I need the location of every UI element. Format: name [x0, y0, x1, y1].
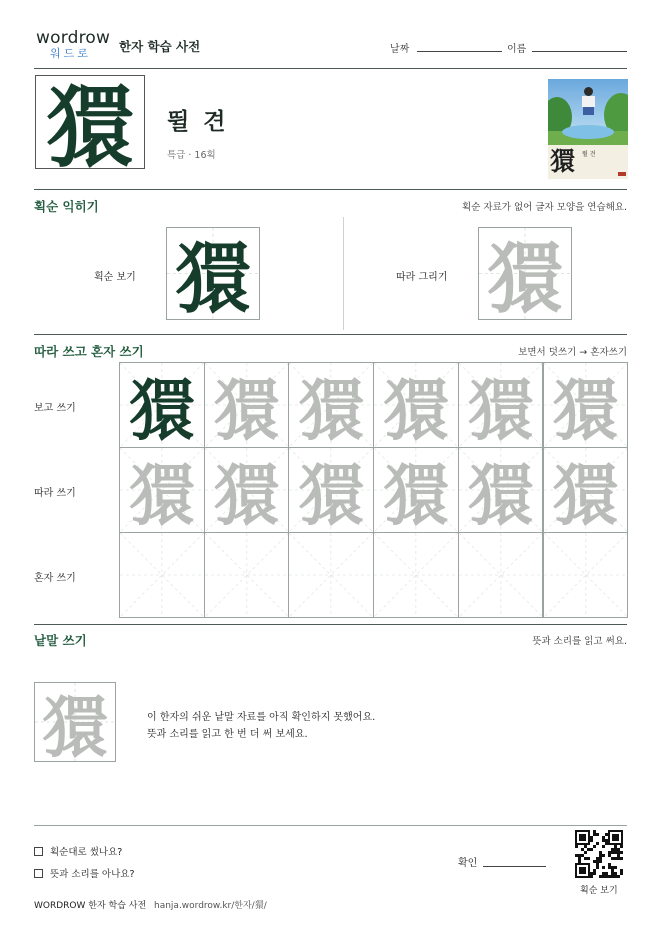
stroke-vertical-divider: [343, 217, 344, 330]
checkbox-stroke[interactable]: [34, 847, 43, 856]
ghost-character: 獧: [382, 371, 449, 448]
app-title: 한자 학습 사전: [119, 39, 201, 54]
practice-cell[interactable]: [373, 532, 459, 618]
practice-cell[interactable]: [204, 447, 290, 533]
word-message-line2: 뜻과 소리를 읽고 한 번 더 써 보세요.: [147, 729, 308, 740]
trace-character: 獧: [487, 235, 563, 320]
word-character-cell: [34, 682, 116, 762]
qr-code[interactable]: [575, 830, 623, 878]
stroke-view-cell: [166, 227, 260, 320]
practice-cell[interactable]: [288, 447, 374, 533]
practice-cell[interactable]: [288, 362, 374, 448]
footer-brand: WORDROW 한자 학습 사전: [34, 901, 147, 911]
name-field[interactable]: [532, 51, 627, 52]
confirm-signature-line[interactable]: [483, 866, 546, 867]
main-character-box: [35, 75, 145, 180]
ghost-character: 獧: [128, 456, 195, 533]
practice-cell[interactable]: [458, 447, 544, 533]
date-label: 날짜: [390, 44, 410, 55]
ghost-character: 獧: [298, 371, 365, 448]
checklist-item-stroke[interactable]: [34, 844, 122, 858]
ghost-character: 獧: [467, 456, 534, 533]
practice-cell[interactable]: [204, 532, 290, 618]
practice-section-note: 보면서 덧쓰기 → 혼자쓰기: [518, 347, 627, 358]
ghost-character: 獧: [213, 371, 280, 448]
character-reading: 뛸 견: [167, 109, 229, 135]
trace-cell[interactable]: [478, 227, 572, 320]
qr-caption: 획순 보기: [580, 886, 618, 896]
word-section-note: 뜻과 소리를 읽고 써요.: [532, 636, 627, 647]
checklist-stroke-label: 획순대로 썼나요?: [50, 847, 123, 858]
stroke-section-note: 획순 자료가 없어 글자 모양을 연습해요.: [462, 202, 627, 213]
practice-cell[interactable]: [458, 362, 544, 448]
practice-cell[interactable]: [543, 532, 629, 618]
practice-cell[interactable]: [458, 532, 544, 618]
illustration-thumbnail[interactable]: [548, 79, 628, 179]
name-label: 이름: [507, 44, 527, 55]
practice-section-title: 따라 쓰고 혼자 쓰기: [34, 344, 144, 359]
practice-cell[interactable]: [119, 447, 205, 533]
stroke-section-divider: [34, 334, 627, 335]
thumbnail-character: 獧: [550, 147, 576, 176]
ghost-character: 獧: [382, 456, 449, 533]
main-character: 獧: [45, 76, 134, 180]
hero-divider: [34, 189, 627, 190]
practice-section-divider: [34, 624, 627, 625]
footer-url[interactable]: hanja.wordrow.kr/한자/獧/: [154, 901, 267, 911]
practice-cell[interactable]: [204, 362, 290, 448]
checklist-meaning-label: 뜻과 소리를 아나요?: [50, 869, 135, 880]
ghost-character: 獧: [467, 371, 534, 448]
practice-cell[interactable]: [543, 447, 629, 533]
practice-cell[interactable]: [119, 362, 205, 448]
logo-korean: 워드로: [50, 47, 91, 60]
thumbnail-stamp: [618, 172, 626, 176]
word-message-line1: 이 한자의 쉬운 낱말 자료를 아직 확인하지 못했어요.: [147, 712, 376, 723]
practice-cell[interactable]: [543, 362, 629, 448]
jumping-child-illustration: [581, 87, 595, 117]
practice-cell[interactable]: [373, 362, 459, 448]
word-character: 獧: [42, 688, 108, 762]
checkbox-meaning[interactable]: [34, 869, 43, 878]
ghost-character: 獧: [552, 456, 619, 533]
row-label-see: 보고 쓰기: [34, 403, 76, 414]
practice-cell[interactable]: [119, 532, 205, 618]
model-character: 獧: [128, 371, 195, 448]
grade-strokes: 특급 · 16획: [167, 150, 216, 161]
row-label-trace: 따라 쓰기: [34, 488, 76, 499]
stroke-view-character: 獧: [175, 235, 251, 320]
word-section-title: 낱말 쓰기: [34, 633, 87, 648]
trace-label: 따라 그리기: [396, 272, 448, 283]
ghost-character: 獧: [552, 371, 619, 448]
date-field[interactable]: [417, 51, 502, 52]
checklist-item-meaning[interactable]: [34, 866, 135, 880]
logo-wordmark: wordrow: [36, 28, 111, 48]
ghost-character: 獧: [298, 456, 365, 533]
confirm-label: 확인: [458, 858, 478, 869]
stroke-view-label: 획순 보기: [94, 272, 136, 283]
thumbnail-reading: 뛸 견: [582, 151, 596, 158]
footer-divider: [34, 825, 627, 826]
ghost-character: 獧: [213, 456, 280, 533]
row-label-alone: 혼자 쓰기: [34, 573, 76, 584]
thumbnail-card: [548, 145, 628, 179]
stroke-section-title: 획순 익히기: [34, 199, 99, 214]
practice-cell[interactable]: [373, 447, 459, 533]
practice-cell[interactable]: [288, 532, 374, 618]
